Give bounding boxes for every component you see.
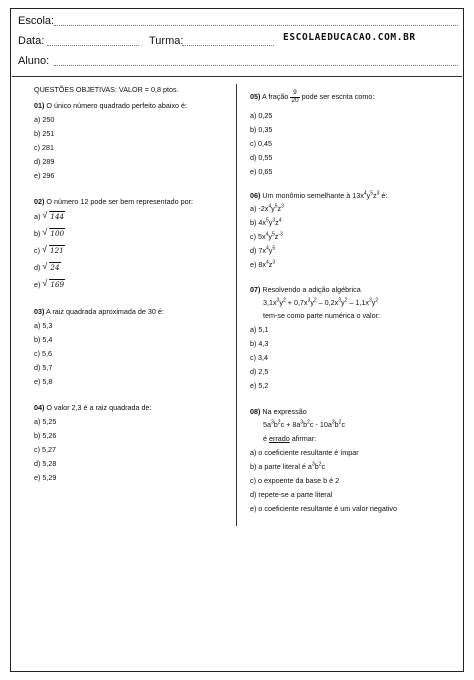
school-label: Escola: <box>18 15 55 27</box>
school-field[interactable] <box>54 25 458 26</box>
q8-option-e[interactable]: e) o coeficiente resultante é um valor negativo <box>250 504 398 513</box>
q7-follow: tem-se como parte numérica o valor: <box>263 311 381 320</box>
q6-option-a[interactable]: a) $-2x^4y^5z^3$ <box>250 203 284 213</box>
column-divider <box>236 84 237 526</box>
q7-option-c[interactable]: c) 3,4 <box>250 353 268 362</box>
q3-option-e[interactable]: e) 5,8 <box>34 377 53 386</box>
student-label: Aluno: <box>18 55 50 67</box>
site-brand: ESCOLAEDUCACAO.COM.BR <box>283 32 416 43</box>
q8-option-d[interactable]: d) repete-se a parte literal <box>250 490 333 499</box>
q7-option-d[interactable]: d) 2,5 <box>250 367 269 376</box>
q3-option-d[interactable]: d) 5,7 <box>34 363 53 372</box>
q8-prompt: é errado afirmar: <box>263 434 317 443</box>
section-title: QUESTÕES OBJETIVAS: VALOR = 0,8 ptos. <box>34 85 179 94</box>
q1-option-e[interactable]: e) 296 <box>34 171 55 180</box>
q2-option-e[interactable]: e) √ 169 <box>34 278 65 289</box>
q4-option-b[interactable]: b) 5,26 <box>34 431 57 440</box>
q4-option-a[interactable]: a) 5,25 <box>34 417 57 426</box>
q5-option-e[interactable]: e) 0,65 <box>250 167 273 176</box>
q6-option-b[interactable]: b) $4x^5y^3z^4$ <box>250 217 282 227</box>
q2-option-d[interactable]: d) √ 24 <box>34 261 60 272</box>
question-5: 05) A fração $\frac{9}{20}$ pode ser escrita como: <box>250 89 375 104</box>
q8-expression: $5a^3b^2c + 8a^3b^2c - 10a^3b^2c$ <box>263 419 346 429</box>
q5-option-c[interactable]: c) 0,45 <box>250 139 272 148</box>
q5-option-b[interactable]: b) 0,35 <box>250 125 273 134</box>
q4-option-e[interactable]: e) 5,29 <box>34 473 57 482</box>
q2-option-a[interactable]: a) √ 144 <box>34 210 65 221</box>
q7-option-e[interactable]: e) 5,2 <box>250 381 269 390</box>
question-4: 04) O valor 2,3 é a raiz quadrada de: <box>34 403 152 412</box>
q1-option-a[interactable]: a) 250 <box>34 115 55 124</box>
q3-option-b[interactable]: b) 5,4 <box>34 335 53 344</box>
q1-option-d[interactable]: d) 289 <box>34 157 55 166</box>
class-field[interactable] <box>182 45 274 46</box>
q3-option-a[interactable]: a) 5,3 <box>34 321 53 330</box>
q8-option-a[interactable]: a) o coeficiente resultante é ímpar <box>250 448 359 457</box>
q6-option-d[interactable]: d) $7x^4y^5$ <box>250 245 276 255</box>
q1-option-b[interactable]: b) 251 <box>34 129 55 138</box>
q2-option-b[interactable]: b) √ 100 <box>34 227 65 238</box>
q7-option-a[interactable]: a) 5,1 <box>250 325 269 334</box>
q7-expression: $3,1x^3y^2 + 0,7x^3y^2 - 0,2x^3y^2 - 1,1x^3y^2$ <box>263 297 379 307</box>
date-label: Data: <box>18 35 45 47</box>
date-field[interactable] <box>47 45 139 46</box>
header-separator <box>12 76 462 77</box>
q5-option-d[interactable]: d) 0,55 <box>250 153 273 162</box>
fraction: $\frac{9}{20}$ <box>291 89 299 104</box>
question-1: 01) O único número quadrado perfeito abaixo é: <box>34 101 188 110</box>
q4-option-c[interactable]: c) 5,27 <box>34 445 56 454</box>
student-field[interactable] <box>54 65 458 66</box>
q3-option-c[interactable]: c) 5,6 <box>34 349 52 358</box>
q8-option-b[interactable]: b) a parte literal é $a^3b^2c$ <box>250 461 326 471</box>
question-3: 03) A raiz quadrada aproximada de 30 é: <box>34 307 164 316</box>
question-6: 06) Um monômio semelhante à $13x^4y^5z^3$ é: <box>250 190 388 200</box>
q4-option-d[interactable]: d) 5,28 <box>34 459 57 468</box>
question-7: 07) Resolvendo a adição algébrica <box>250 285 361 294</box>
q1-option-c[interactable]: c) 281 <box>34 143 54 152</box>
q6-option-c[interactable]: c) $5x^4y^5z^{-3}$ <box>250 231 283 241</box>
q6-option-e[interactable]: e) $8x^4z^3$ <box>250 259 276 269</box>
question-2: 02) O número 12 pode ser bem representado por: <box>34 197 194 206</box>
class-label: Turma: <box>149 35 184 47</box>
q2-option-c[interactable]: c) √ 121 <box>34 244 64 255</box>
q7-option-b[interactable]: b) 4,3 <box>250 339 269 348</box>
q5-option-a[interactable]: a) 0,25 <box>250 111 273 120</box>
question-8: 08) Na expressão <box>250 407 307 416</box>
q8-option-c[interactable]: c) o expoente da base b é 2 <box>250 476 340 485</box>
